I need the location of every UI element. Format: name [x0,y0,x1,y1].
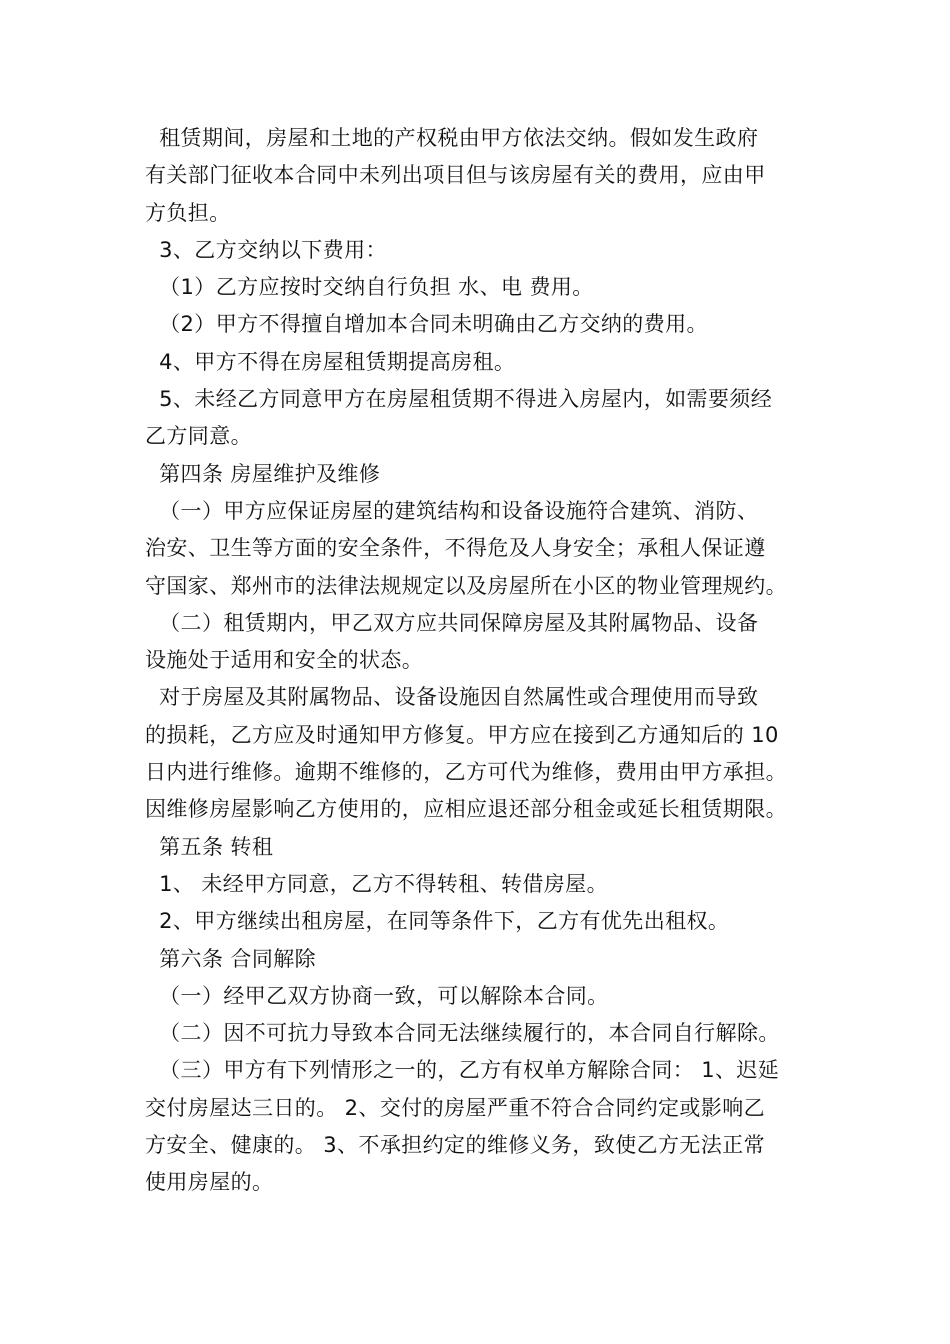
text-line: 方负担。 [145,200,231,225]
text-line: （三）甲方有下列情形之一的，乙方有权单方解除合同： 1、迟延 [145,1058,780,1083]
text-line: 乙方同意。 [145,424,252,449]
text-line: 3、乙方交纳以下费用： [145,237,387,262]
text-line: （一）甲方应保证房屋的建筑结构和设备设施符合建筑、消防、 [145,498,759,523]
text-line: 有关部门征收本合同中未列出项目但与该房屋有关的费用，应由甲 [145,163,766,188]
text-line: 5、未经乙方同意甲方在房屋租赁期不得进入房屋内，如需要须经 [145,387,773,412]
text-line: （二）因不可抗力导致本合同无法继续履行的，本合同自行解除。 [145,1021,780,1046]
text-line: （1）乙方应按时交纳自行负担 水、电 费用。 [145,275,594,300]
text-line: 对于房屋及其附属物品、设备设施因自然属性或合理使用而导致 [145,685,759,710]
text-line: 治安、卫生等方面的安全条件，不得危及人身安全；承租人保证遵 [145,536,766,561]
text-line: 4、甲方不得在房屋租赁期提高房租。 [145,349,516,374]
text-line: 第四条 房屋维护及维修 [145,461,381,486]
text-line: 第五条 转租 [145,834,274,859]
contract-text-body [145,120,820,1202]
text-line: 2、甲方继续出租房屋，在同等条件下，乙方有优先出租权。 [145,909,730,934]
text-line: 租赁期间，房屋和土地的产权税由甲方依法交纳。假如发生政府 [145,126,759,150]
text-line: 使用房屋的。 [145,1170,274,1195]
text-line: 1、 未经甲方同意，乙方不得转租、转借房屋。 [145,871,608,896]
text-line: （二）租赁期内，甲乙双方应共同保障房屋及其附属物品、设备 [145,610,759,635]
text-line: 设施处于适用和安全的状态。 [145,648,424,673]
text-line: 守国家、郑州市的法律法规规定以及房屋所在小区的物业管理规约。 [145,573,787,598]
text-line: （一）经甲乙双方协商一致，可以解除本合同。 [145,983,609,1008]
text-line: 的损耗，乙方应及时通知甲方修复。甲方应在接到乙方通知后的 10 [145,722,779,747]
text-line: 因维修房屋影响乙方使用的，应相应退还部分租金或延长租赁期限。 [145,797,787,822]
text-line: （2）甲方不得擅自增加本合同未明确由乙方交纳的费用。 [145,312,708,337]
text-line: 方安全、健康的。 3、不承担约定的维修义务，致使乙方无法正常 [145,1133,766,1158]
text-line: 日内进行维修。逾期不维修的，乙方可代为维修，费用由甲方承担。 [145,760,787,785]
text-line: 交付房屋达三日的。 2、交付的房屋严重不符合合同约定或影响乙 [145,1095,766,1120]
text-line: 第六条 合同解除 [145,946,317,971]
